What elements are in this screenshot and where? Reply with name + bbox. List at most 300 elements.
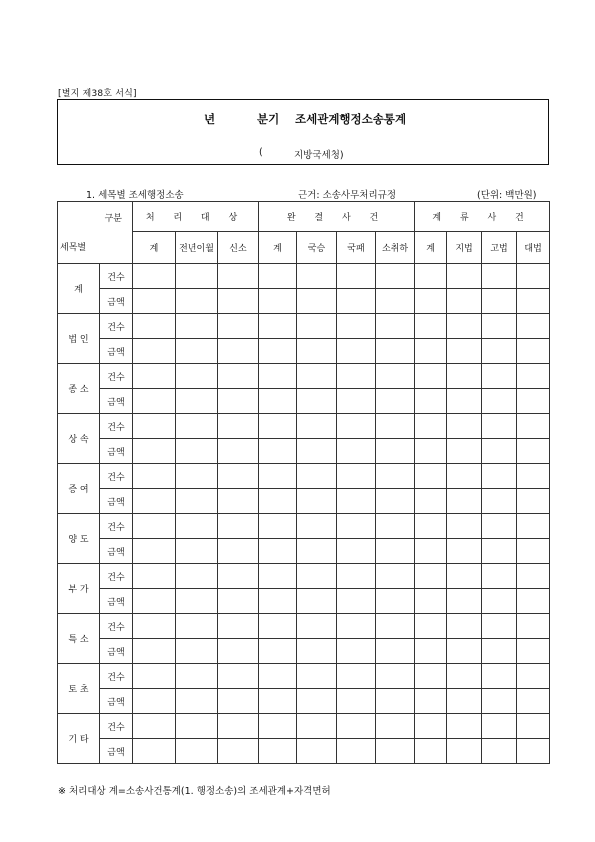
subcol-header: 계 [133,232,176,264]
data-cell [337,264,376,289]
data-cell [259,439,297,464]
table-row [58,739,550,764]
data-cell [218,464,259,489]
data-cell [133,739,176,764]
data-cell [337,564,376,589]
row-type-label: 건수 [100,564,133,589]
data-cell [259,589,297,614]
data-cell [376,489,415,514]
data-cell [133,264,176,289]
data-cell [517,364,550,389]
data-cell [133,539,176,564]
data-cell [218,664,259,689]
category-label: 토 초 [58,664,100,714]
subcol-header: 국승 [297,232,337,264]
data-cell [482,339,517,364]
row-type-label: 건수 [100,414,133,439]
data-cell [376,564,415,589]
data-cell [176,539,218,564]
row-type-label: 건수 [100,514,133,539]
data-cell [415,489,447,514]
data-cell [133,439,176,464]
data-cell [297,689,337,714]
row-type-label: 금액 [100,739,133,764]
data-cell [218,414,259,439]
data-cell [259,289,297,314]
data-cell [447,564,482,589]
data-cell [376,714,415,739]
data-cell [176,614,218,639]
data-cell [218,714,259,739]
data-cell [447,614,482,639]
data-cell [218,489,259,514]
data-cell [297,339,337,364]
data-cell [517,639,550,664]
data-cell [482,289,517,314]
unit-caption: (단위: 백만원) [477,190,537,201]
data-cell [376,464,415,489]
table-row [58,539,550,564]
category-label: 기 타 [58,714,100,764]
table-row [58,714,550,739]
row-type-label: 금액 [100,339,133,364]
data-cell [447,689,482,714]
table-row [58,689,550,714]
data-cell [133,714,176,739]
data-cell [482,439,517,464]
data-cell [376,589,415,614]
data-cell [218,539,259,564]
data-cell [337,339,376,364]
data-cell [297,289,337,314]
data-cell [218,589,259,614]
data-cell [482,264,517,289]
data-cell [133,589,176,614]
data-cell [415,439,447,464]
data-cell [376,414,415,439]
data-cell [297,614,337,639]
data-cell [415,689,447,714]
data-cell [218,289,259,314]
data-cell [133,339,176,364]
data-cell [517,589,550,614]
data-cell [517,289,550,314]
table-row [58,464,550,489]
data-cell [337,439,376,464]
data-cell [297,314,337,339]
data-cell [133,464,176,489]
data-cell [259,414,297,439]
page-title: 조세관계행정소송통계 [295,112,407,126]
data-cell [447,364,482,389]
table-row [58,514,550,539]
row-type-label: 건수 [100,364,133,389]
data-cell [259,339,297,364]
data-cell [297,639,337,664]
data-cell [133,489,176,514]
data-cell [415,364,447,389]
table-row [58,589,550,614]
table-row [58,314,550,339]
data-cell [447,389,482,414]
data-cell [337,514,376,539]
data-cell [259,664,297,689]
data-cell [517,539,550,564]
data-cell [218,314,259,339]
subcol-header: 고법 [482,232,517,264]
data-cell [218,689,259,714]
data-cell [176,739,218,764]
data-cell [376,514,415,539]
subcol-header: 소취하 [376,232,415,264]
data-cell [176,414,218,439]
data-cell [447,414,482,439]
data-cell [415,639,447,664]
table-row [58,389,550,414]
data-cell [176,339,218,364]
data-cell [337,714,376,739]
title-year: 년 [204,112,216,126]
data-cell [517,439,550,464]
data-cell [415,614,447,639]
data-cell [297,714,337,739]
data-cell [259,539,297,564]
data-cell [517,414,550,439]
subcol-header: 대법 [517,232,550,264]
data-cell [482,539,517,564]
subcol-header: 계 [415,232,447,264]
data-cell [482,564,517,589]
category-label: 계 [58,264,100,314]
data-cell [482,614,517,639]
data-cell [415,464,447,489]
data-cell [337,489,376,514]
data-cell [259,489,297,514]
corner-top-label: 구분 [104,214,122,224]
category-label: 부 가 [58,564,100,614]
data-cell [297,514,337,539]
data-cell [176,264,218,289]
data-cell [133,289,176,314]
header-row-groups [58,202,550,232]
row-type-label: 건수 [100,264,133,289]
data-cell [133,614,176,639]
data-cell [482,414,517,439]
data-cell [259,389,297,414]
data-cell [297,364,337,389]
table-row [58,489,550,514]
data-cell [133,414,176,439]
data-cell [517,714,550,739]
data-cell [482,514,517,539]
row-type-label: 건수 [100,464,133,489]
data-cell [376,339,415,364]
data-cell [297,564,337,589]
data-cell [297,464,337,489]
row-type-label: 건수 [100,714,133,739]
data-cell [337,389,376,414]
category-label: 법 인 [58,314,100,364]
data-cell [517,264,550,289]
data-cell [337,314,376,339]
data-cell [415,664,447,689]
subcol-header: 신소 [218,232,259,264]
data-cell [376,439,415,464]
data-cell [415,339,447,364]
data-cell [176,689,218,714]
data-cell [297,414,337,439]
category-label: 특 소 [58,614,100,664]
data-cell [259,739,297,764]
data-cell [447,714,482,739]
data-cell [482,389,517,414]
row-type-label: 건수 [100,314,133,339]
data-cell [337,614,376,639]
data-cell [415,514,447,539]
corner-bottom-label: 세목별 [60,243,87,253]
data-cell [376,689,415,714]
data-cell [218,739,259,764]
data-cell [297,439,337,464]
table-row [58,614,550,639]
data-cell [297,664,337,689]
data-cell [176,714,218,739]
data-cell [415,589,447,614]
data-cell [176,639,218,664]
table-row [58,289,550,314]
table-row [58,439,550,464]
data-cell [337,289,376,314]
data-cell [218,264,259,289]
data-cell [376,389,415,414]
data-cell [447,489,482,514]
row-type-label: 금액 [100,289,133,314]
data-cell [176,364,218,389]
statistics-table [57,201,550,764]
group-header-completed: 완 결 사 건 [259,202,415,232]
table-row [58,639,550,664]
data-cell [297,389,337,414]
subcol-header: 국패 [337,232,376,264]
data-cell [297,489,337,514]
data-cell [133,689,176,714]
data-cell [218,364,259,389]
data-cell [133,314,176,339]
data-cell [517,464,550,489]
subcol-header: 전년이월 [176,232,218,264]
data-cell [376,364,415,389]
data-cell [337,689,376,714]
subcol-header: 계 [259,232,297,264]
data-cell [447,289,482,314]
table-row [58,339,550,364]
data-cell [133,389,176,414]
data-cell [517,739,550,764]
data-cell [218,514,259,539]
data-cell [259,564,297,589]
corner-cell [58,202,133,264]
data-cell [482,589,517,614]
data-cell [259,364,297,389]
data-cell [376,539,415,564]
category-label: 종 소 [58,364,100,414]
row-type-label: 금액 [100,589,133,614]
data-cell [415,314,447,339]
data-cell [415,389,447,414]
data-cell [415,289,447,314]
row-type-label: 금액 [100,489,133,514]
data-cell [337,639,376,664]
group-header-ongoing: 계 류 사 건 [415,202,550,232]
data-cell [259,464,297,489]
data-cell [376,739,415,764]
data-cell [337,414,376,439]
row-type-label: 금액 [100,689,133,714]
data-cell [517,339,550,364]
data-cell [447,539,482,564]
title-quarter: 분기 [257,112,280,126]
data-cell [376,614,415,639]
data-cell [517,389,550,414]
data-cell [176,514,218,539]
data-cell [133,564,176,589]
data-cell [259,714,297,739]
data-cell [297,264,337,289]
subcol-header: 지법 [447,232,482,264]
data-cell [415,414,447,439]
data-cell [517,564,550,589]
subtitle-open-paren: ( [259,147,263,158]
data-cell [482,364,517,389]
data-cell [133,664,176,689]
data-cell [517,489,550,514]
data-cell [259,264,297,289]
data-cell [218,564,259,589]
data-cell [517,664,550,689]
data-cell [482,739,517,764]
data-cell [482,464,517,489]
data-cell [415,714,447,739]
data-cell [259,314,297,339]
data-cell [337,589,376,614]
category-label: 양 도 [58,514,100,564]
data-cell [482,689,517,714]
data-cell [482,314,517,339]
category-label: 상 속 [58,414,100,464]
table-row [58,414,550,439]
data-cell [376,639,415,664]
table-row [58,564,550,589]
data-cell [337,464,376,489]
row-type-label: 금액 [100,539,133,564]
data-cell [376,664,415,689]
data-cell [176,489,218,514]
group-header-pending: 처 리 대 상 [133,202,259,232]
data-cell [482,489,517,514]
data-cell [517,614,550,639]
data-cell [218,339,259,364]
data-cell [447,589,482,614]
data-cell [482,639,517,664]
subtitle-office: 지방국세청) [294,150,344,161]
row-type-label: 금액 [100,639,133,664]
data-cell [176,664,218,689]
data-cell [447,639,482,664]
data-cell [376,264,415,289]
data-cell [176,464,218,489]
row-type-label: 금액 [100,439,133,464]
section-caption: 1. 세목별 조세행정소송 [86,190,184,201]
row-type-label: 건수 [100,664,133,689]
table-row [58,364,550,389]
form-number: [별지 제38호 서식] [58,89,137,99]
data-cell [447,464,482,489]
data-cell [447,664,482,689]
data-cell [176,439,218,464]
table-row [58,264,550,289]
row-type-label: 건수 [100,614,133,639]
data-cell [517,689,550,714]
data-cell [376,314,415,339]
data-cell [176,589,218,614]
title-box [57,99,549,165]
data-cell [415,564,447,589]
data-cell [337,539,376,564]
category-label: 증 여 [58,464,100,514]
basis-caption: 근거: 소송사무처리규정 [298,190,396,201]
row-type-label: 금액 [100,389,133,414]
data-cell [447,739,482,764]
data-cell [218,614,259,639]
data-cell [133,364,176,389]
data-cell [415,739,447,764]
data-cell [376,289,415,314]
data-cell [337,364,376,389]
data-cell [482,714,517,739]
data-cell [337,664,376,689]
footnote: ※ 처리대상 계=소송사건통계(1. 행정소송)의 조세관계+자격면허 [58,786,331,797]
data-cell [259,514,297,539]
data-cell [176,314,218,339]
data-cell [447,314,482,339]
table-row [58,664,550,689]
data-cell [218,439,259,464]
data-cell [218,389,259,414]
data-cell [297,589,337,614]
data-cell [297,739,337,764]
data-cell [133,639,176,664]
data-cell [447,339,482,364]
data-cell [415,264,447,289]
data-cell [176,389,218,414]
data-cell [482,664,517,689]
data-cell [517,514,550,539]
data-cell [517,314,550,339]
data-cell [415,539,447,564]
data-cell [176,289,218,314]
data-cell [447,439,482,464]
data-cell [297,539,337,564]
data-cell [259,689,297,714]
data-cell [176,564,218,589]
data-cell [337,739,376,764]
data-cell [259,639,297,664]
data-cell [447,514,482,539]
data-cell [447,264,482,289]
data-cell [133,514,176,539]
data-cell [259,614,297,639]
data-cell [218,639,259,664]
